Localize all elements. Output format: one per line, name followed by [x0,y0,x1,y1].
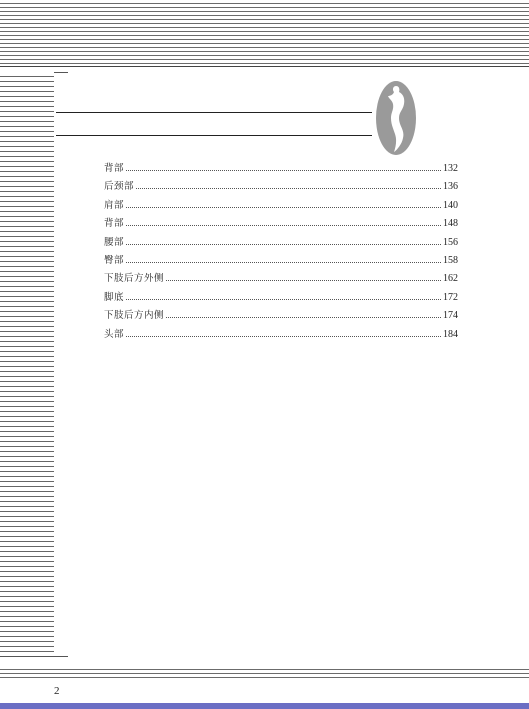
toc-leader-dots [126,225,441,226]
toc-entry[interactable] [104,160,458,178]
toc-entry-title: 头部 [104,328,125,340]
toc-entry-page: 140 [443,199,458,211]
toc-entry[interactable] [104,307,458,325]
toc-entry[interactable] [104,326,458,344]
toc-leader-dots [126,170,441,171]
toc-entry[interactable] [104,197,458,215]
toc-entry[interactable] [104,215,458,233]
bottom-border [0,703,529,709]
toc-entry-page: 162 [443,273,458,285]
toc-entry[interactable] [104,289,458,307]
toc-entry[interactable] [104,252,458,270]
toc-entry-title: 下肢后方内侧 [104,310,165,322]
page-number: 2 [54,685,60,697]
divider [0,656,68,657]
toc-entry-page: 136 [443,181,458,193]
toc-entry[interactable] [104,270,458,288]
toc-entry[interactable] [104,234,458,252]
toc-leader-dots [126,244,441,245]
header-rule [56,135,372,136]
toc-entry-title: 背部 [104,163,125,174]
toc-entry-page: 174 [443,310,458,322]
divider [0,66,529,67]
header-rule [56,112,372,113]
toc-entry-page: 148 [443,218,458,230]
toc-entry[interactable] [104,178,458,196]
left-stripe-decoration [0,72,54,654]
human-figure-emblem-icon [372,80,420,156]
toc-entry-title: 肩部 [104,199,125,211]
toc-leader-dots [166,317,441,318]
bottom-stripe-decoration [0,666,529,680]
toc-entry-title: 脚底 [104,291,125,303]
toc-leader-dots [136,188,441,189]
toc-leader-dots [126,207,441,208]
toc-entry-title: 背部 [104,218,125,230]
toc-entry-page: 156 [443,236,458,248]
toc-entry-title: 下肢后方外侧 [104,273,165,285]
toc-leader-dots [166,280,441,281]
toc-entry-page: 132 [443,163,458,174]
toc-entry-title: 后颈部 [104,181,135,193]
toc-entry-page: 184 [443,328,458,340]
toc-leader-dots [126,299,441,300]
table-of-contents [104,160,458,344]
top-stripe-decoration [0,0,529,66]
toc-leader-dots [126,336,441,337]
toc-leader-dots [126,262,441,263]
toc-entry-title: 臀部 [104,254,125,266]
toc-entry-title: 腰部 [104,236,125,248]
toc-entry-page: 172 [443,291,458,303]
toc-entry-page: 158 [443,254,458,266]
